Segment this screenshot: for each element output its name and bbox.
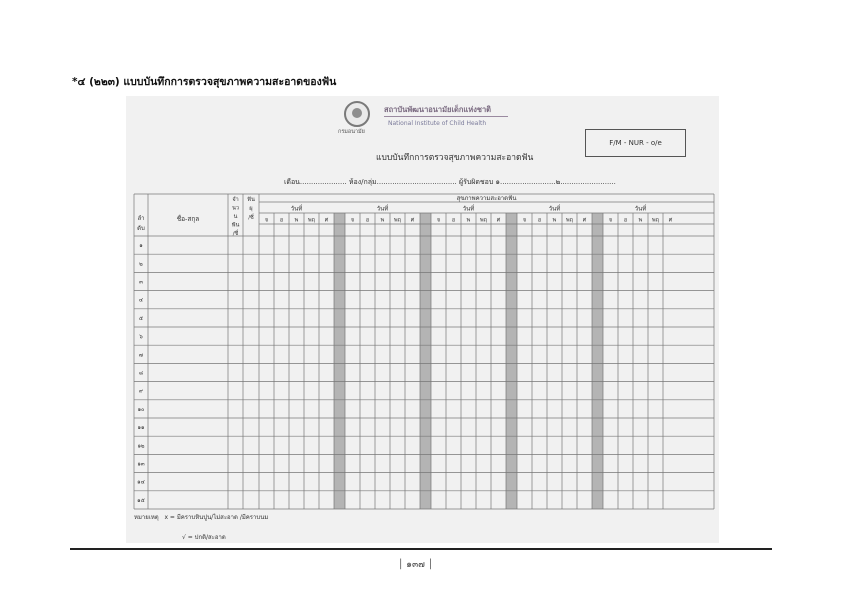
day-label: จ (522, 217, 527, 224)
day-label: พฤ (308, 217, 315, 224)
day-label: จ (608, 217, 613, 224)
legend-bad: x = มีคราบหินปูน/ไม่สะอาด /มีคราบนม (164, 514, 269, 521)
row-number: ๑๑ (137, 425, 145, 432)
row-number: ๑๐ (137, 406, 145, 413)
day-label: ศ (496, 217, 501, 224)
col-count-label: นว (232, 205, 239, 212)
day-label: พ (294, 217, 299, 224)
col-no-label: ดับ (137, 225, 145, 232)
ministry-logo-icon (344, 101, 370, 127)
record-table (126, 190, 719, 512)
row-number: ๔ (138, 297, 144, 304)
col-teeth-label: /ซี่ (248, 215, 254, 221)
row-number: ๗ (138, 352, 144, 359)
day-label: ศ (668, 217, 673, 224)
week-label: วันที่ (376, 205, 389, 213)
legend-good: √ = ปกติ/สะอาด (182, 534, 226, 541)
row-number: ๘ (138, 370, 144, 377)
row-number: ๑๓ (137, 461, 145, 468)
recorder-field: ผู้รับผิดชอบ ๑.........................๒......................... (458, 178, 616, 186)
row-number: ๑๕ (137, 497, 145, 504)
week-separator (420, 213, 431, 509)
institute-divider (384, 116, 508, 117)
row-number: ๑ (139, 243, 143, 250)
day-label: พ (552, 217, 557, 224)
day-label: พฤ (566, 217, 573, 224)
room-field: ห้อง/กลุ่ม.................................... (348, 178, 457, 186)
day-label: จ (350, 217, 355, 224)
week-label: วันที่ (634, 205, 647, 213)
day-label: พ (638, 217, 643, 224)
logo-caption: กรมอนามัย (338, 129, 365, 135)
day-label: อ (279, 217, 284, 224)
day-label: พฤ (394, 217, 401, 224)
week-separator (334, 213, 345, 509)
day-label: พฤ (652, 217, 659, 224)
row-number: ๙ (138, 388, 144, 395)
row-number: ๓ (139, 279, 143, 286)
month-field: เดือน..................... (284, 178, 347, 186)
day-label: พฤ (480, 217, 487, 224)
row-number: ๕ (138, 315, 144, 322)
day-label: อ (365, 217, 370, 224)
col-count-label: จำ (232, 197, 239, 203)
form-code: F/M - NUR - o/e (609, 139, 662, 147)
row-number: ๒ (139, 261, 143, 268)
row-number: ๖ (139, 334, 143, 341)
day-label: ศ (410, 217, 415, 224)
week-separator (592, 213, 603, 509)
form-fields (284, 177, 616, 188)
day-label: ศ (582, 217, 587, 224)
day-label: อ (623, 217, 628, 224)
day-label: พ (466, 217, 471, 224)
col-count-label: /ซี่ (232, 231, 239, 237)
col-teeth-label: ฟัน (247, 197, 255, 203)
row-number: ๑๔ (137, 479, 145, 486)
col-name-label: ชื่อ-สกุล (176, 215, 200, 223)
institute-name-th: สถาบันพัฒนาอนามัยเด็กแห่งชาติ (384, 105, 492, 114)
form-code-box (585, 129, 686, 157)
row-number: ๑๒ (137, 443, 145, 450)
day-label: จ (436, 217, 441, 224)
day-label: อ (451, 217, 456, 224)
group-header: สุขภาพความสะอาดฟัน (456, 195, 517, 202)
scanned-form (126, 96, 719, 543)
institute-name-en: National Institute of Child Health (388, 120, 487, 127)
week-label: วันที่ (290, 205, 303, 213)
day-label: ศ (324, 217, 329, 224)
week-label: วันที่ (548, 205, 561, 213)
col-teeth-label: ผุ (249, 206, 253, 212)
page-heading: *๔ (๒๒๓) แบบบันทึกการตรวจสุขภาพความสะอาดของฟัน (72, 76, 337, 88)
week-separator (506, 213, 517, 509)
footer-rule (70, 548, 772, 550)
col-count-label: ฟัน (231, 222, 240, 229)
col-count-label: น (233, 214, 238, 220)
form-title: แบบบันทึกการตรวจสุขภาพความสะอาดฟัน (376, 153, 534, 163)
page-number: │ ๑๓๗ │ (398, 560, 434, 570)
day-label: อ (537, 217, 542, 224)
day-label: พ (380, 217, 385, 224)
col-no-label: ลำ (137, 215, 145, 222)
day-label: จ (264, 217, 269, 224)
legend-title: หมายเหตุ (134, 514, 159, 521)
week-label: วันที่ (462, 205, 475, 213)
legend-note (134, 512, 268, 522)
